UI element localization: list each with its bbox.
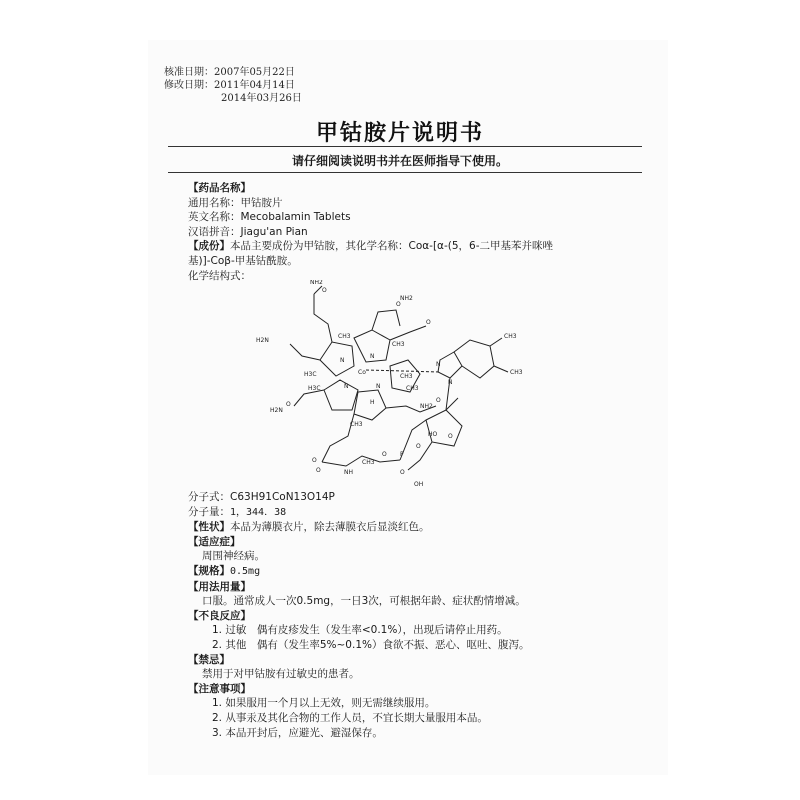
spec-text: 0.5mg: [230, 565, 261, 577]
chemical-structure: [250, 280, 550, 492]
structure-atom-label: NH2: [420, 403, 433, 410]
revised-label: 修改日期：: [164, 80, 214, 91]
dosage-heading: 【用法用量】: [188, 580, 251, 593]
indication-text: 周围神经病。: [202, 550, 265, 563]
structure-atom-label: CH3: [338, 333, 351, 340]
appearance-text: 本品为薄膜衣片，除去薄膜衣后显淡红色。: [230, 521, 430, 534]
document-title: 甲钴胺片说明书: [315, 121, 484, 146]
structure-atom-label: H3C: [304, 371, 317, 378]
structure-atom-label: Co: [358, 369, 366, 376]
usage-notice: 请仔细阅读说明书并在医师指导下使用。: [291, 154, 508, 168]
note-item-3: 3. 本品开封后，应避光、避湿保存。: [212, 726, 383, 739]
notes-heading: 【注意事项】: [188, 682, 251, 695]
structure-atom-label: CH3: [350, 421, 363, 428]
pinyin-name: 汉语拼音：Jiagu'an Pian: [188, 225, 308, 238]
structure-atom-label: N: [340, 357, 345, 364]
contraindication-heading: 【禁忌】: [188, 653, 230, 666]
revised-date-1: 2011年04月14日: [214, 80, 295, 91]
date-block: [164, 66, 302, 105]
drug-name-heading: 【药品名称】: [188, 182, 251, 194]
structure-atom-label: N: [448, 379, 453, 386]
ingredients-heading: 【成份】: [188, 240, 230, 253]
indication-heading: 【适应症】: [188, 535, 241, 548]
structure-atom-label: O: [382, 451, 387, 458]
note-item-2: 2. 从事汞及其化合物的工作人员，不宜长期大量服用本品。: [212, 711, 488, 724]
structure-atom-label: O: [322, 287, 327, 294]
appearance-heading: 【性状】: [188, 521, 230, 534]
structure-atom-label: O: [448, 433, 453, 440]
adverse-heading: 【不良反应】: [188, 609, 251, 622]
structure-atom-label: CH3: [392, 341, 405, 348]
structure-atom-label: NH2: [310, 280, 323, 286]
english-name: 英文名称：Mecobalamin Tablets: [188, 211, 351, 224]
ingredients-text-1: 本品主要成份为甲钴胺，其化学名称：Coα-[α-(5，6-二甲基苯并咪唑: [230, 240, 554, 253]
structure-atom-label: O: [312, 457, 317, 464]
structure-atom-label: CH3: [362, 459, 375, 466]
structure-atom-label: N: [436, 361, 441, 368]
structure-atom-label: P: [400, 451, 404, 458]
approval-label: 核准日期：: [164, 67, 214, 78]
approval-date: 2007年05月22日: [214, 67, 295, 78]
structure-atom-label: CH3: [504, 333, 517, 340]
structure-atom-label: H3C: [308, 385, 321, 392]
contraindication-text: 禁用于对甲钴胺有过敏史的患者。: [202, 668, 360, 681]
structure-atom-label: N: [370, 353, 375, 360]
structure-atom-label: H2N: [270, 407, 283, 414]
structure-atom-label: HO: [428, 431, 438, 438]
structure-atom-label: NH: [344, 469, 353, 476]
spec-heading: 【规格】: [188, 564, 230, 577]
notice-rule: [168, 172, 642, 173]
structure-atom-label: O: [396, 301, 401, 308]
structure-atom-label: O: [436, 397, 441, 404]
leaflet-body: [188, 181, 648, 283]
structure-atom-label: O: [426, 319, 431, 326]
adverse-item-2: 2. 其他 偶有（发生率5%~0.1%）食欲不振、恶心、呕吐、腹泻。: [212, 638, 530, 651]
structure-atom-label: NH2: [400, 295, 413, 302]
structure-atom-label: CH3: [406, 385, 419, 392]
molecular-weight: 1，344．38: [230, 506, 287, 518]
structure-atom-label: CH3: [510, 369, 523, 376]
structure-label: 化学结构式：: [188, 269, 251, 282]
weight-label: 分子量：: [188, 505, 230, 518]
leaflet-body-lower: [188, 490, 648, 740]
structure-atom-label: O: [416, 443, 421, 450]
adverse-item-1: 1. 过敏 偶有皮疹发生（发生率<0.1%），出现后请停止用药。: [212, 624, 508, 637]
note-item-1: 1. 如果服用一个月以上无效，则无需继续服用。: [212, 697, 436, 710]
structure-atom-label: O: [286, 401, 291, 408]
structure-atom-label: O: [400, 469, 405, 476]
dosage-text: 口服。通常成人一次0.5mg，一日3次，可根据年龄、症状酌情增减。: [202, 595, 526, 608]
structure-atom-label: N: [376, 383, 381, 390]
formula-label: 分子式：: [188, 491, 230, 503]
structure-atom-label: H2N: [256, 337, 269, 344]
generic-name: 通用名称：甲钴胺片: [188, 196, 283, 209]
molecular-formula: C63H91CoN13O14P: [230, 491, 335, 503]
structure-atom-label: H: [370, 399, 375, 406]
title-rule: [168, 146, 642, 147]
ingredients-text-2: 基)]-Coβ-甲基钴酰胺。: [188, 254, 298, 267]
structure-atom-label: N: [344, 383, 349, 390]
structure-atom-label: O: [316, 467, 321, 474]
revised-date-2: 2014年03月26日: [221, 93, 302, 104]
structure-atom-label: OH: [414, 481, 424, 488]
structure-atom-label: CH3: [400, 373, 413, 380]
